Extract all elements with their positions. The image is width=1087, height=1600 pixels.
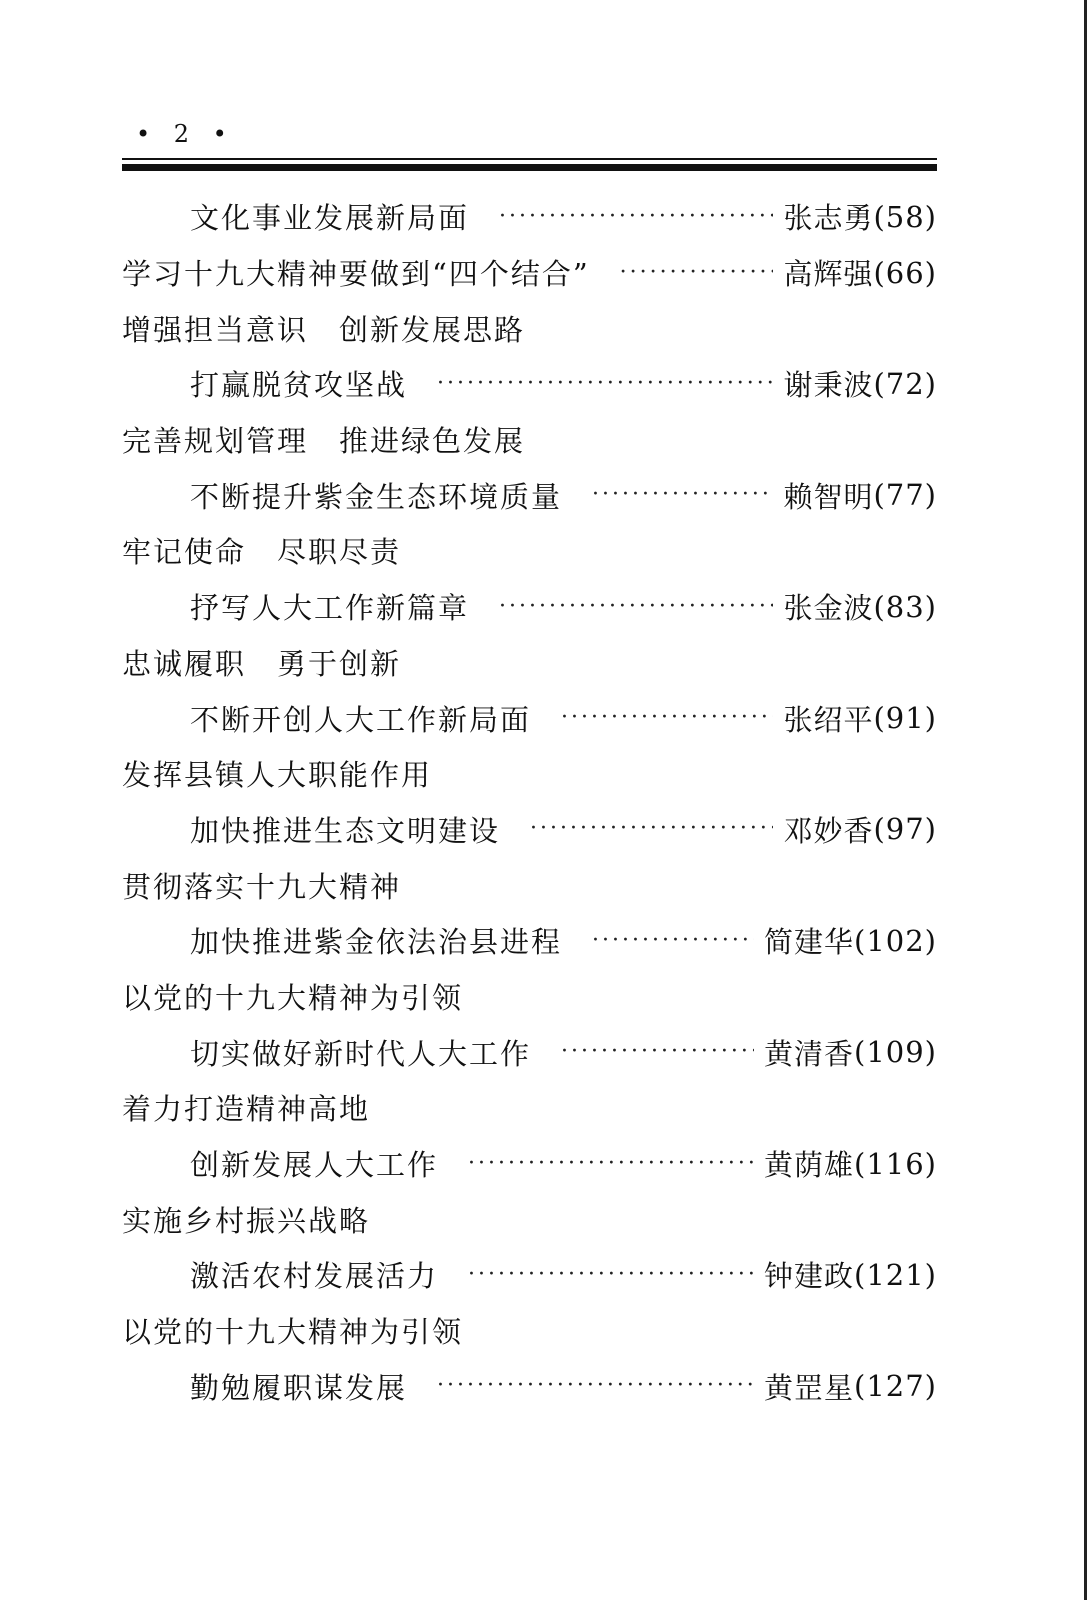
toc-heading bbox=[122, 1303, 937, 1359]
toc-heading-title: 以党的十九大精神为引领 bbox=[122, 1315, 464, 1350]
toc-entry-page: (97) bbox=[873, 812, 937, 847]
toc-heading-title: 实施乡村振兴战略 bbox=[122, 1203, 371, 1238]
dot-leader bbox=[561, 707, 773, 729]
toc-entry-author: 钟建政 bbox=[764, 1259, 855, 1294]
toc-entry bbox=[122, 690, 937, 746]
toc-entry-page: (116) bbox=[854, 1146, 937, 1181]
table-of-contents bbox=[122, 189, 937, 1414]
toc-heading-title: 以党的十九大精神为引领 bbox=[122, 980, 464, 1015]
toc-entry-author: 张金波 bbox=[783, 591, 874, 626]
dot-leader bbox=[499, 206, 773, 228]
toc-entry bbox=[122, 579, 937, 635]
toc-heading-title: 着力打造精神高地 bbox=[122, 1092, 371, 1127]
toc-entry-page: (66) bbox=[873, 255, 937, 290]
toc-entry-title: 加快推进生态文明建设 bbox=[190, 813, 501, 848]
toc-entry-title: 不断提升紫金生态环境质量 bbox=[190, 479, 563, 514]
toc-entry-title: 学习十九大精神要做到“四个结合” bbox=[122, 257, 590, 292]
toc-heading bbox=[122, 969, 937, 1025]
toc-heading bbox=[122, 1191, 937, 1247]
toc-entry bbox=[122, 913, 937, 969]
toc-entry-author: 高辉强 bbox=[783, 257, 874, 292]
toc-heading bbox=[122, 523, 937, 579]
toc-heading bbox=[122, 857, 937, 913]
toc-heading bbox=[122, 1080, 937, 1136]
toc-entry-title: 打赢脱贫攻坚战 bbox=[190, 368, 408, 403]
toc-entry-page: (72) bbox=[873, 366, 937, 401]
dot-leader bbox=[561, 1041, 754, 1063]
toc-entry-author: 邓妙香 bbox=[783, 813, 874, 848]
toc-entry-author: 黄罡星 bbox=[764, 1370, 855, 1405]
toc-entry bbox=[122, 1024, 937, 1080]
dot-leader bbox=[468, 1264, 754, 1286]
toc-entry-title: 抒写人大工作新篇章 bbox=[190, 591, 470, 626]
toc-entry-page: (83) bbox=[873, 589, 937, 624]
toc-entry bbox=[122, 245, 937, 301]
toc-entry bbox=[122, 802, 937, 858]
toc-entry-page: (102) bbox=[854, 923, 937, 958]
toc-entry-title: 创新发展人大工作 bbox=[190, 1148, 439, 1183]
toc-entry-title: 不断开创人大工作新局面 bbox=[190, 702, 532, 737]
toc-entry-page: (77) bbox=[873, 478, 937, 513]
toc-entry-author: 张绍平 bbox=[783, 702, 874, 737]
dot-leader bbox=[437, 1375, 754, 1397]
dot-leader bbox=[499, 596, 773, 618]
toc-heading-title: 发挥县镇人大职能作用 bbox=[122, 758, 433, 793]
toc-entry-author: 黄荫雄 bbox=[764, 1148, 855, 1183]
toc-heading-title: 牢记使命 尽职尽责 bbox=[122, 535, 402, 570]
header-rule-thin bbox=[122, 158, 937, 160]
dot-leader bbox=[437, 373, 773, 395]
toc-entry-title: 勤勉履职谋发展 bbox=[190, 1370, 408, 1405]
page-number: • 2 • bbox=[136, 120, 235, 148]
toc-entry-author: 谢秉波 bbox=[783, 368, 874, 403]
toc-entry bbox=[122, 1136, 937, 1192]
dot-leader bbox=[530, 818, 773, 840]
toc-heading-title: 完善规划管理 推进绿色发展 bbox=[122, 424, 526, 459]
dot-leader bbox=[468, 1153, 754, 1175]
toc-entry-author: 赖智明 bbox=[783, 479, 874, 514]
toc-heading-title: 增强担当意识 创新发展思路 bbox=[122, 312, 526, 347]
toc-entry-author: 黄清香 bbox=[764, 1036, 855, 1071]
toc-heading bbox=[122, 635, 937, 691]
toc-entry bbox=[122, 467, 937, 523]
toc-entry-author: 简建华 bbox=[764, 925, 855, 960]
toc-entry-page: (121) bbox=[854, 1257, 937, 1292]
toc-entry-page: (127) bbox=[854, 1369, 937, 1404]
toc-entry-title: 文化事业发展新局面 bbox=[190, 201, 470, 236]
toc-heading bbox=[122, 746, 937, 802]
toc-entry-title: 切实做好新时代人大工作 bbox=[190, 1036, 532, 1071]
toc-entry bbox=[122, 1247, 937, 1303]
header-rule-thick bbox=[122, 164, 937, 171]
dot-leader bbox=[592, 930, 754, 952]
toc-entry bbox=[122, 1358, 937, 1414]
toc-heading-title: 忠诚履职 勇于创新 bbox=[122, 646, 402, 681]
toc-entry bbox=[122, 189, 937, 245]
toc-entry-title: 激活农村发展活力 bbox=[190, 1259, 439, 1294]
toc-heading bbox=[122, 412, 937, 468]
toc-entry-page: (91) bbox=[873, 701, 937, 736]
toc-heading bbox=[122, 300, 937, 356]
toc-entry-page: (109) bbox=[854, 1035, 937, 1070]
toc-entry bbox=[122, 356, 937, 412]
toc-entry-author: 张志勇 bbox=[783, 201, 874, 236]
toc-heading-title: 贯彻落实十九大精神 bbox=[122, 869, 402, 904]
dot-leader bbox=[620, 262, 774, 284]
toc-entry-title: 加快推进紫金依法治县进程 bbox=[190, 925, 563, 960]
toc-entry-page: (58) bbox=[873, 199, 937, 234]
dot-leader bbox=[592, 484, 773, 506]
